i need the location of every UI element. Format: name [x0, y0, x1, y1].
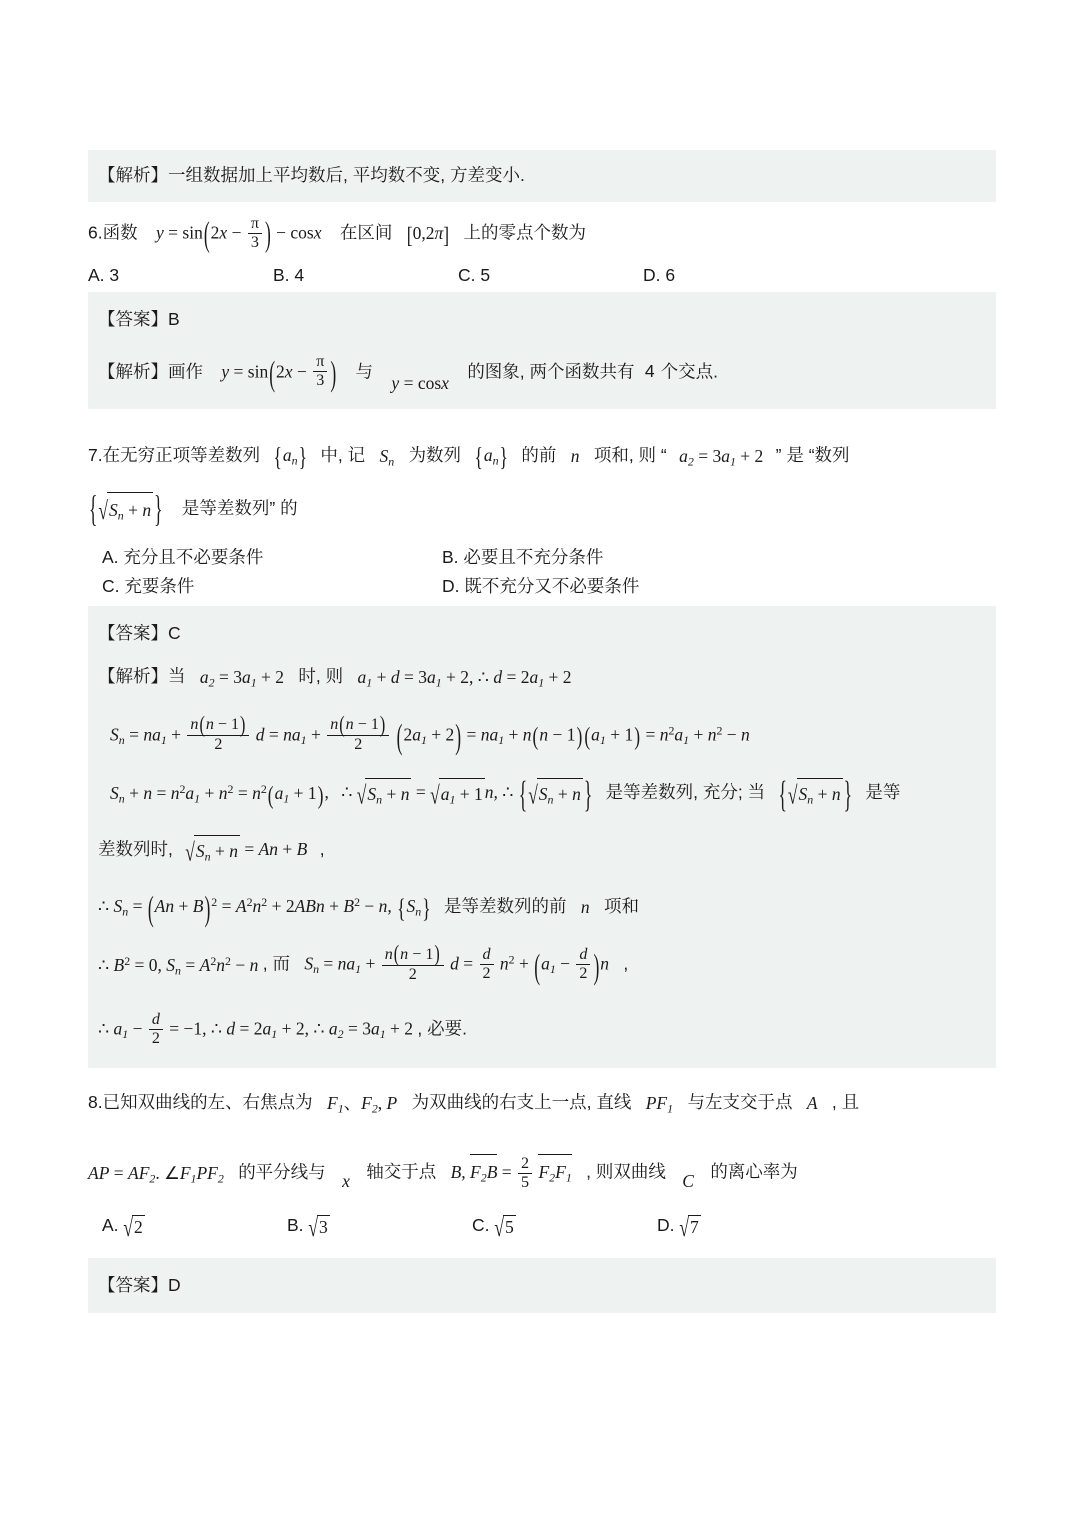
q7-sym-sn: $S_n$ [379, 445, 395, 469]
q7-analysis-line-4 [98, 813, 986, 870]
q7-seq-an-1: $\{a_n\}$ [273, 441, 307, 472]
q7-analysis-line-6 [98, 925, 986, 987]
q7-a-l3-f1: $S_n + n = n^2a_1 + n^2 = n^2(a_1 + 1)$ [110, 780, 324, 810]
q8-l2-f1: AP = $AF_2$. $\angle F_1PF_2$ [88, 1163, 224, 1186]
q6-choice-a[interactable]: A. 3 [88, 265, 120, 286]
q7-a-l4-t2: , [319, 838, 325, 859]
q7-choice-d[interactable]: D. 既不充分又不必要条件 [442, 575, 640, 596]
q7-choices-row2 [88, 571, 996, 606]
q7-choice-a[interactable]: A. 充分且不必要条件 [102, 546, 264, 567]
question-7 [88, 435, 996, 478]
q7-a-l6-t1: , 而 [262, 954, 290, 975]
q7-a-l7-f1: ∴ $a_1$ − $\frac{d}{2}$ = −1, ∴ $d = 2a_1 + 2$, ∴ $a_2 = 3a_1 + 2$ [98, 1010, 414, 1047]
q6-analysis-count: 4 [644, 361, 655, 382]
q6-formula: y = sin(2x − $\frac{\pi}{3}$ ) − cosx [155, 213, 322, 254]
q6-analysis-4: 个交点. [660, 361, 719, 382]
q7-a-l1-f1: $a_2 = 3a_1 + 2$ [199, 667, 285, 690]
q6-stem-2: 在区间 [339, 222, 393, 243]
q7-a-l3-t1: 是等差数列, 充分; 当 [605, 781, 766, 802]
q8-sym-pf1: $PF_1$ [645, 1093, 674, 1116]
q6-answer-line [98, 302, 986, 336]
q7-analysis-line-5 [98, 870, 986, 929]
q6-analysis-formula-1: y = sin(2x − $\frac{\pi}{3}$ ) [221, 352, 337, 393]
q6-stem-3: 上的零点个数为 [463, 222, 586, 243]
q7-stem-5: 项和, 则 “ [593, 444, 667, 465]
q7-analysis-line-1 [98, 650, 986, 696]
q8-stem-1: 已知双曲线的左、右焦点为 [102, 1091, 313, 1112]
q6-analysis-label: 【解析】 [98, 361, 168, 382]
q6-answer-label: 【答案】 [98, 309, 168, 330]
q8-l2-t1: 的平分线与 [238, 1161, 326, 1182]
q7-analysis-line-2 [98, 696, 986, 758]
analysis-label: 【解析】 [98, 165, 168, 185]
q8-l2-c: C [682, 1171, 694, 1192]
q7-a-l2: $S_n = na_1$ + $\frac{n(n - 1)}{2}$ $d = na_1$ + $\frac{n(n - 1)}{2}$ $(2a_1 + 2) = na_1 + n(n - 1) (a_1 + 1) = n^2a_1 + n^2 - n$ [110, 712, 750, 756]
q8-choice-d[interactable]: D. √7 [657, 1213, 699, 1243]
q7-stem-6: ” 是 “数列 [775, 444, 850, 465]
q7-answer-line [98, 616, 986, 650]
q7-analysis-line-7 [98, 988, 986, 1052]
q8-answer-label: 【答案】 [98, 1275, 168, 1296]
q7-choice-c[interactable]: C. 充要条件 [102, 575, 195, 596]
q6-interval: [0,2π] [406, 221, 450, 249]
q7-seq-sqrt: {$√S_n + n$ } [89, 487, 163, 530]
q8-l2-t2: 轴交于点 [366, 1161, 437, 1182]
q7-a-l5-t2: 项和 [604, 895, 640, 916]
q7-a-l5-f1: ∴ $S_n = (An + B)^2 = A^2n^2 + 2ABn + B^2 - n$, $\{S_n\}$ [98, 888, 431, 929]
q7-cond: $a_2 = 3a_1 + 2$ [679, 445, 764, 469]
q6-analysis-line [98, 337, 986, 395]
q7-choice-b[interactable]: B. 必要且不充分条件 [442, 546, 604, 567]
q8-answer-value: D [168, 1275, 181, 1296]
q6-analysis-formula-2: y = cosx [391, 373, 449, 394]
q8-choice-a[interactable]: A. √2 [102, 1213, 143, 1243]
q7-stem-7: 是等差数列” 的 [181, 497, 298, 518]
question-6 [88, 202, 996, 257]
q5-analysis-line [98, 158, 986, 192]
q7-seq-an-2: $\{a_n\}$ [474, 441, 508, 472]
q7-answer-value: C [168, 622, 181, 643]
q8-l2-t4: 的离心率为 [710, 1161, 798, 1182]
q7-sym-n: n [570, 445, 580, 466]
q7-a-l4-t1: 差数列时, [98, 838, 173, 859]
q6-analysis-1: 画作 [168, 361, 203, 382]
q6-stem-1: 函数 [102, 222, 138, 243]
q6-analysis-3: 的图象, 两个函数共有 [467, 361, 635, 382]
q7-a-l1-pre: 当 [168, 665, 186, 686]
q8-answer-line [98, 1268, 986, 1302]
q6-number: 6. [88, 222, 103, 243]
q8-sym-a: A [806, 1093, 818, 1114]
q7-stem-2: 中, 记 [320, 444, 366, 465]
q8-sym-f: $F_1$、$F_2$, P [326, 1093, 398, 1116]
q7-stem-1: 在无穷正项等差数列 [102, 444, 261, 465]
question-8-line2 [88, 1124, 996, 1197]
q6-answer-value: B [168, 309, 180, 330]
q8-choice-b[interactable]: B. √3 [287, 1213, 328, 1243]
q6-choice-d[interactable]: D. 6 [643, 265, 676, 286]
block-q7-answer [88, 606, 996, 1068]
q7-a-l5-t1: 是等差数列的前 [444, 895, 567, 916]
question-8 [88, 1068, 996, 1125]
q8-choices [88, 1197, 996, 1244]
q7-a-l5-f2: n [580, 897, 590, 918]
q7-a-l1-f2: $a_1 + d = 3a_1 + 2$, ∴ $d = 2a_1 + 2$ [357, 667, 572, 690]
q7-choices-row1 [88, 532, 996, 571]
block-q6-answer [88, 292, 996, 408]
q8-stem-2: 为双曲线的右支上一点, 直线 [411, 1091, 632, 1112]
q6-choices [88, 257, 996, 292]
q6-choice-b[interactable]: B. 4 [273, 265, 305, 286]
q7-stem-3: 为数列 [408, 444, 462, 465]
q5-analysis-text: 一组数据加上平均数后, 平均数不变, 方差变小. [168, 165, 525, 185]
q8-l2-f2: B, $F_2B$ = $\frac{2}{5}$ $F_2F_1$ [450, 1154, 572, 1191]
q7-analysis-line-3: $S_n + n = n^2a_1 + n^2 = n^2(a_1 + 1)$, ∴ $√S_n + n = √a_1 + 1$ n, ∴ {$√S_n + n$ } 是等差数列, 充分; 当 {$√S_n + n$ } 是等 [110, 773, 901, 815]
q8-stem-4: , 且 [831, 1091, 860, 1112]
q7-answer-label: 【答案】 [98, 622, 168, 643]
block-q8-answer [88, 1258, 996, 1312]
q7-a-l4-f1: $√S_n + n = An + B$ [185, 835, 307, 867]
q7-analysis-label: 【解析】 [98, 665, 168, 686]
q7-a-l6-f2: $S_n = na_1$ + $\frac{n(n - 1)}{2}$ d = $\frac{d}{2}$ $n^2 + (a_1$ − $\frac{d}{2}$ )n [304, 942, 610, 986]
question-7-line2 [88, 478, 996, 532]
q8-l2-x: x [342, 1171, 350, 1192]
q8-l2-t3: , 则双曲线 [586, 1161, 666, 1182]
q7-a-l3-f2: ∴ $√S_n + n = √a_1 + 1$ n, ∴ {$√S_n + n$ } [341, 773, 593, 815]
q7-a-l3-t2: 是等 [865, 781, 901, 802]
q8-number: 8. [88, 1091, 103, 1112]
q7-a-l6-f1: ∴ $B^2 = 0$, $S_n = A^2n^2 - n$ [98, 954, 259, 978]
block-q5-analysis [88, 150, 996, 202]
q7-stem-4: 的前 [521, 444, 557, 465]
q7-a-l1-mid: 时, 则 [298, 665, 344, 686]
q7-a-l7-t1: , 必要. [417, 1018, 467, 1039]
q8-stem-3: 与左支交于点 [687, 1091, 793, 1112]
q7-number: 7. [88, 444, 103, 465]
q7-a-l6-t2: , [623, 954, 629, 975]
document-content [88, 150, 996, 1313]
q6-analysis-2: 与 [355, 361, 374, 382]
q6-choice-c[interactable]: C. 5 [458, 265, 491, 286]
q8-choice-c[interactable]: C. √5 [472, 1213, 514, 1243]
q7-a-l3-f3: {$√S_n + n$ } [778, 773, 852, 815]
